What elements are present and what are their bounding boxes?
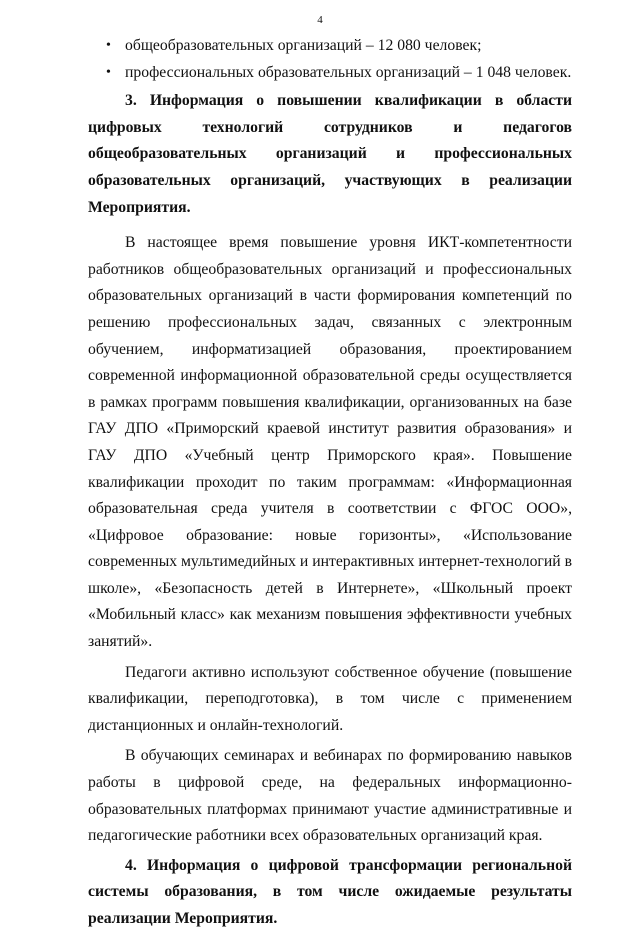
bullet-icon: • <box>106 64 111 80</box>
list-item <box>88 60 572 87</box>
bullet-icon: • <box>106 38 111 53</box>
page-number: 4 <box>317 14 323 26</box>
list-item <box>88 33 572 60</box>
section-3-paragraph-2: Педагоги активно используют собственное обучение (повышение квалификации, переподготовка), в том числе с применением дистанционных и онлайн-технологий. <box>88 663 572 734</box>
bullet-list <box>88 33 572 86</box>
bullet-text: профессиональных образовательных организаций – 1 048 человек. <box>125 63 572 81</box>
bullet-text: общеобразовательных организаций – 12 080 человек; <box>125 37 482 54</box>
section-3-paragraph-3: В обучающих семинарах и вебинарах по формированию навыков работы в цифровой среде, на федеральных информационно-образовательных платформах принимают участие административные и педагогические работники всех образовательных организаций края. <box>88 747 572 845</box>
section-4-heading: 4. Информация о цифровой трансформации региональной системы образования, в том числе ожидаемые результаты реализации Мероприятия. <box>88 856 572 927</box>
section-3-paragraph-1: В настоящее время повышение уровня ИКТ-компетентности работников общеобразовательных организаций и профессиональных образовательных организаций в части формирования компетенций по решению профессиональных задач, связанных с электронным обучением, информатизацией образования, проектированием современной информационной образовательной среды осуществляется в рамках программ повышения квалификации, организованных на базе ГАУ ДПО «Приморский краевой институт развития образования» и ГАУ ДПО «Учебный центр Приморского края». Повышение квалификации проходит по таким программам: «Информационная образовательная среда учителя в соответствии с ФГОС ООО», «Цифровое образование: новые горизонты», «Использование современных мультимедийных и интерактивных интернет-технологий в школе», «Безопасность детей в Интернете», «Школьный проект «Мобильный класс» как механизм повышения эффективности учебных занятий». <box>88 234 572 651</box>
section-3-heading: 3. Информация о повышении квалификации в области цифровых технологий сотрудников и педагогов общеобразовательных организаций и профессиональных образовательных организаций, участвующих в реализации Мероприятия. <box>88 92 572 216</box>
document-body <box>88 33 572 933</box>
